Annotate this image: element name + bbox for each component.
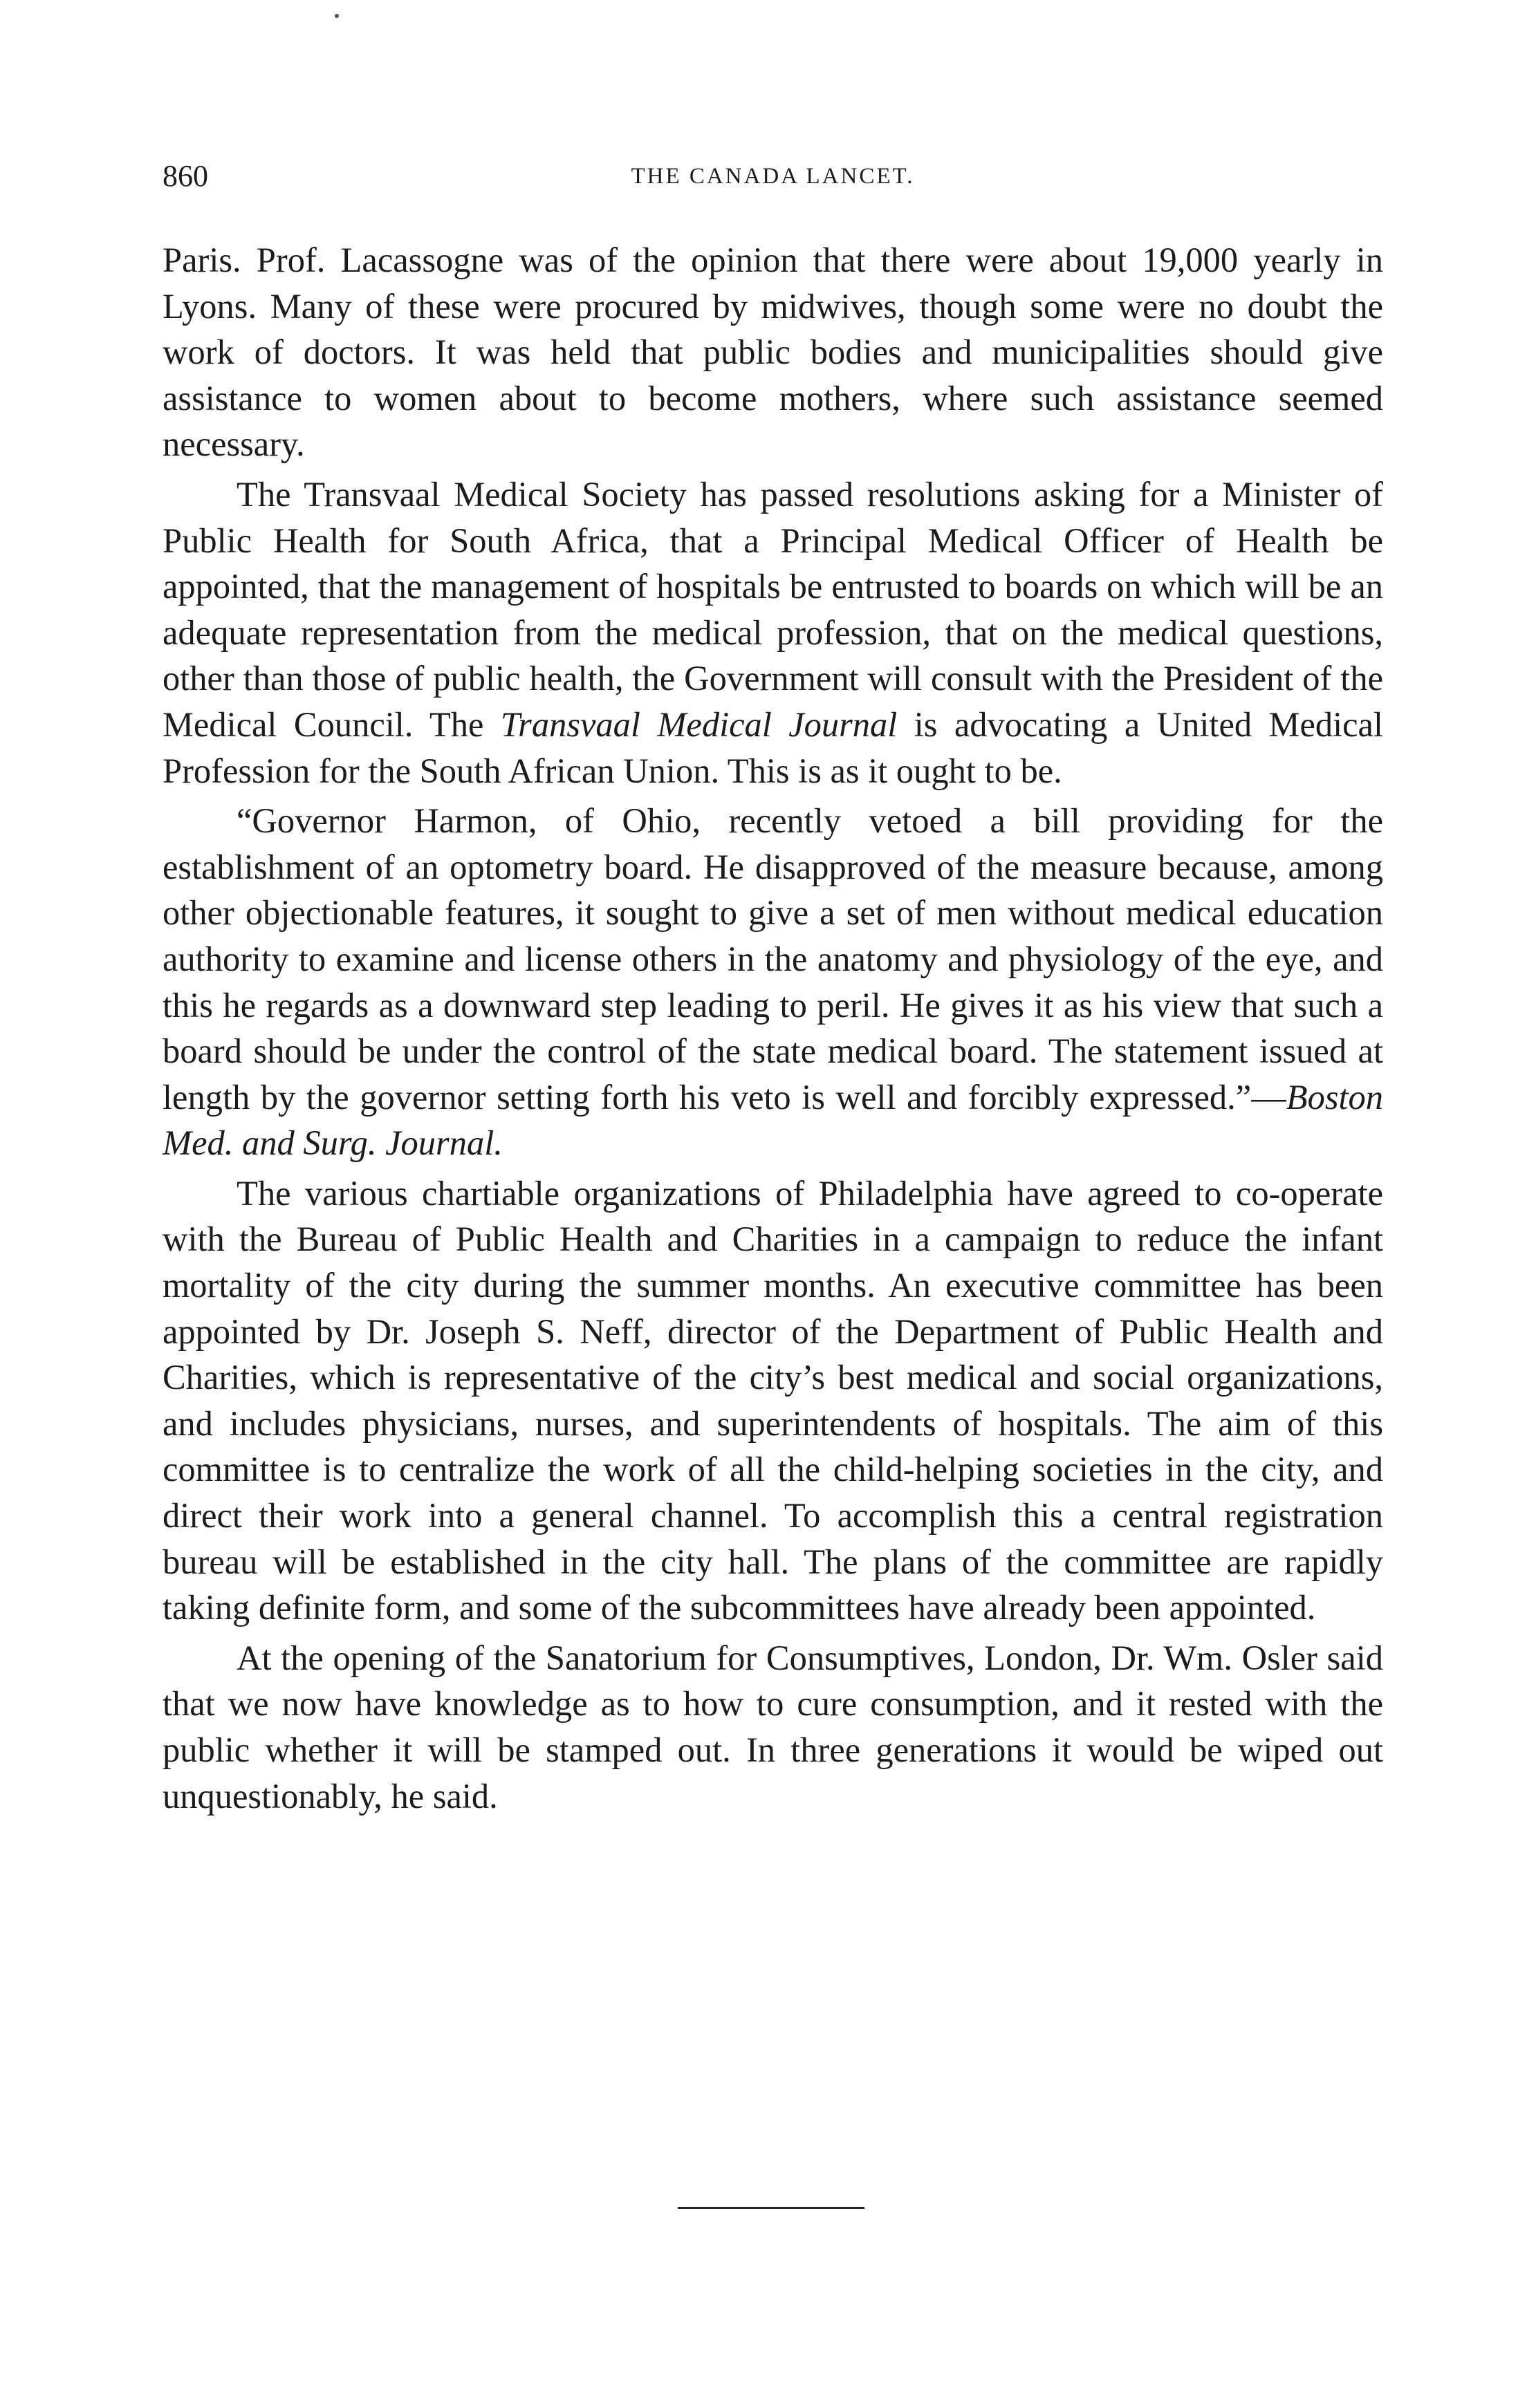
page-number: 860 [163,159,208,193]
paragraph-philadelphia: The various chartiable organizations of Philadelphia have agreed to co-operate with the Bureau of Public Health and Charities in a campaign to reduce the infant mortality of the city during the summer months. An executive committee has been appointed by Dr. Joseph S. Neff, director of the Department of Public Health and Charities, which is representative of the city’s best medical and social organizations, and includes physicians, nurses, and superintendents of hospitals. The aim of this committee is to centralize the work of all the child-helping societies in the city, and direct their work into a general channel. To accomplish this a central registration bureau will be established in the city hall. The plans of the committee are rapidly taking definite form, and some of the subcommittees have already been appointed. [163,1173,1383,1627]
paragraph-transvaal-text-a: The Transvaal Medical Society has passed resolutions asking for a Minister of Public Health for South Africa, that a Principal Medical Officer of Health be appointed, that the management of hospitals be entrusted to boards on which will be an adequate representation from the medical profession, that on the medical questions, other than those of public health, the Government will consult with the President of the Medical Council. The [163,474,1383,744]
scan-speck [335,14,339,18]
journal-title-transvaal: Transvaal Medical Journal [500,704,898,744]
paragraph-lyons: Paris. Prof. Lacassogne was of the opinion that there were about 19,000 yearly in Lyons. Many of these were procured by midwives, though some were no doubt the work of doctors. It was held that public bodies and municipalities should give assistance to women about to become mothers, where such assistance seemed necessary. [163,241,1383,464]
paragraph-governor-harmon [163,798,1383,1166]
section-end-rule [678,2207,864,2209]
paragraph-osler: At the opening of the Sanatorium for Consumptives, London, Dr. Wm. Osler said that we now have knowledge as to how to cure consumption, and it rested with the public whether it will be stamped out. In three generations it would be wiped out unquestionably, he said. [163,1638,1383,1816]
paragraph-harmon-text: “Governor Harmon, of Ohio, recently vetoed a bill providing for the establishment of an optometry board. He disapproved of the measure because, among other objectionable features, it sought to give a set of men without medical education authority to examine and license others in the anatomy and physiology of the eye, and this he regards as a downward step leading to peril. He gives it as his view that such a board should be under the control of the state medical board. The statement issued at length by the governor setting forth his veto is well and forcibly expressed.”— [163,801,1383,1117]
paragraph-transvaal-text-b: is advocating a United Medical Profession for the South African Union. This is as it ought to be. [163,704,1383,790]
running-title: THE CANADA LANCET. [631,164,915,189]
journal-title-boston: Boston Med. and Surg. Journal. [163,1077,1383,1163]
paragraph-transvaal [163,472,1383,794]
page-content [163,156,1383,1823]
running-head [163,156,1383,197]
article-body [163,237,1383,1819]
